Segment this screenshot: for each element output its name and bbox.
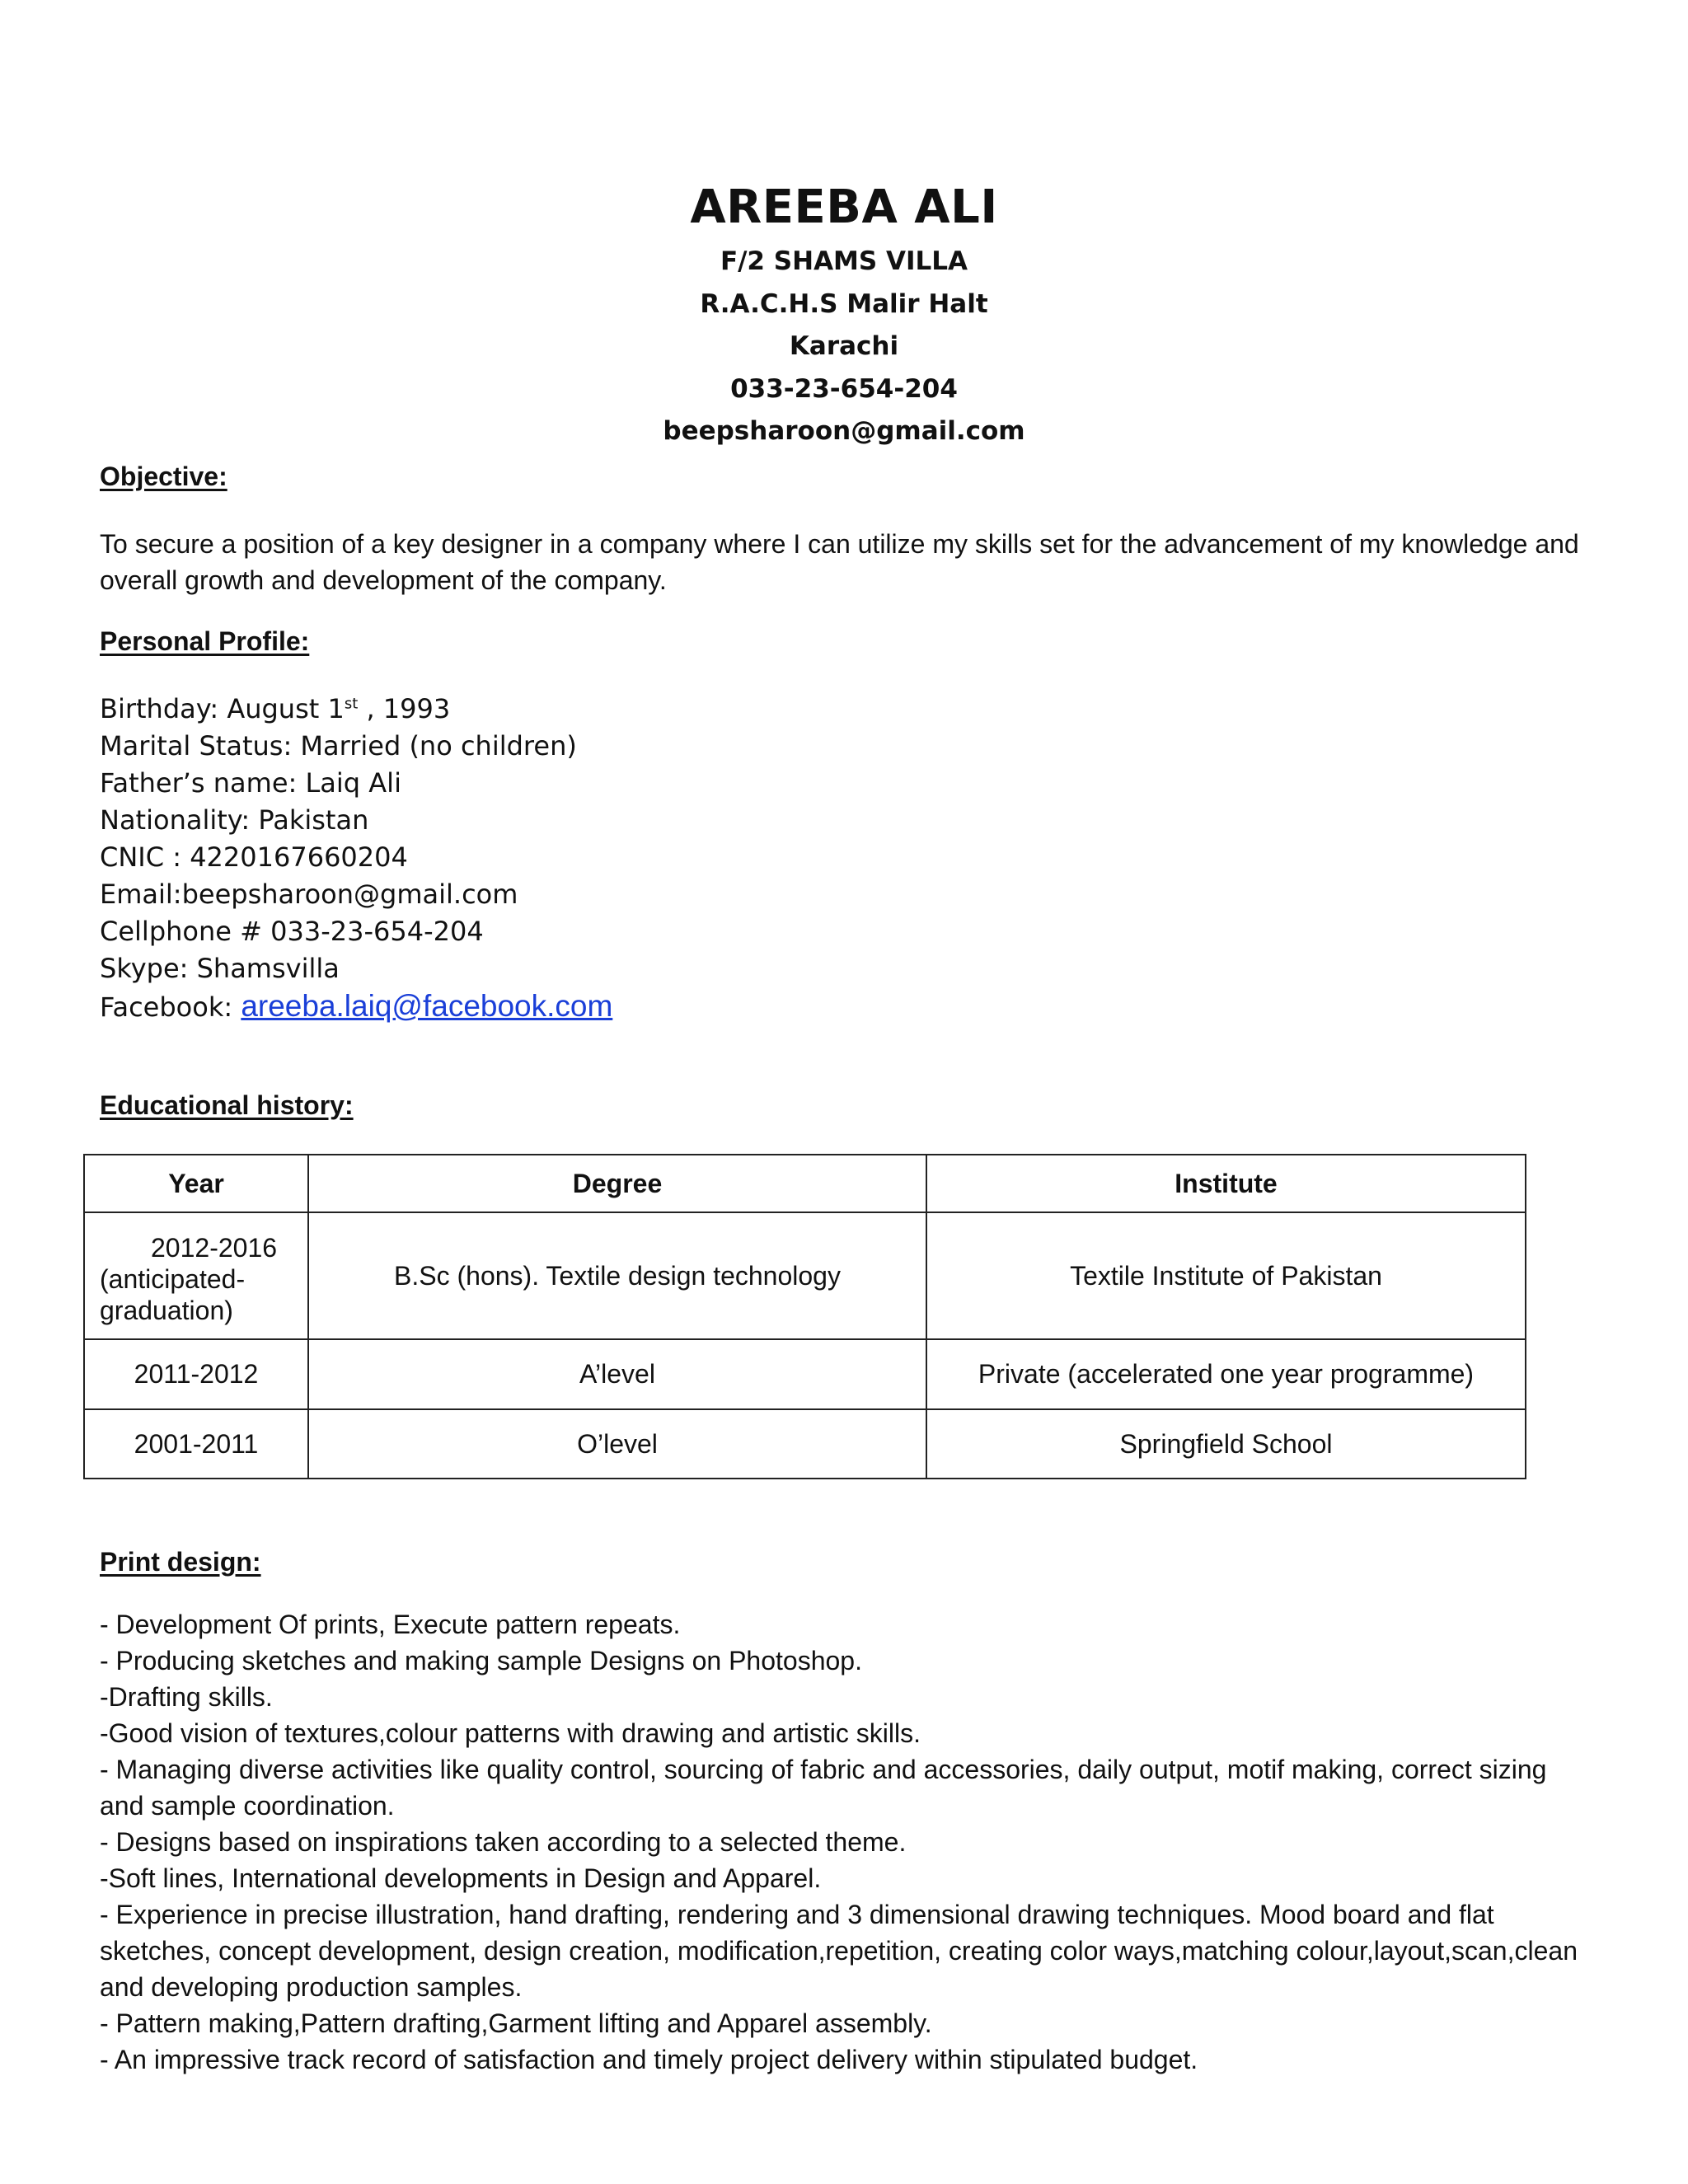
nationality: Nationality: Pakistan [100, 804, 369, 836]
list-item: - Managing diverse activities like quality control, sourcing of fabric and accessories, daily output, motif making, correct sizing and sample coordination. [100, 1755, 1547, 1821]
address-line-1: F/2 SHAMS VILLA [720, 246, 968, 276]
institute-cell: Textile Institute of Pakistan [926, 1212, 1526, 1339]
header-phone: 033-23-654-204 [730, 373, 958, 404]
facebook-link[interactable]: areeba.laiq@facebook.com [241, 989, 613, 1023]
list-item: -Soft lines, International developments in Design and Apparel. [100, 1863, 822, 1893]
degree-cell: A’level [308, 1339, 926, 1409]
list-item: - Designs based on inspirations taken according to a selected theme. [100, 1827, 907, 1857]
table-row [84, 1409, 1526, 1479]
list-item: - Development Of prints, Execute pattern repeats. [100, 1610, 681, 1639]
resume-header [0, 175, 1688, 453]
birthday-year: , 1993 [358, 693, 451, 724]
year-line-3: graduation) [100, 1296, 233, 1325]
skype: Skype: Shamsvilla [100, 953, 340, 984]
personal-profile-heading: Personal Profile: [100, 626, 310, 656]
candidate-name: AREEBA ALI [690, 180, 998, 234]
year-cell: 2001-2011 [84, 1409, 308, 1479]
institute-cell: Private (accelerated one year programme) [926, 1339, 1526, 1409]
address-city: Karachi [789, 331, 899, 361]
list-item: - Experience in precise illustration, hand drafting, rendering and 3 dimensional drawing techniques. Mood board and flat sketches, concept development, design creation, modification,repetition, creating color ways,matching colour,layout,scan,clean and developing production samples. [100, 1900, 1578, 2002]
birthday-line [100, 691, 612, 728]
year-line-1: 2012-2016 [151, 1233, 278, 1263]
degree-cell: O’level [308, 1409, 926, 1479]
year-line-2: (anticipated- [100, 1264, 246, 1294]
table-header-row [84, 1155, 1526, 1212]
list-item: - Producing sketches and making sample Designs on Photoshop. [100, 1646, 862, 1675]
table-row [84, 1212, 1526, 1339]
year-cell [84, 1212, 308, 1339]
cnic: CNIC : 4220167660204 [100, 841, 408, 873]
address-line-2: R.A.C.H.S Malir Halt [700, 288, 988, 319]
cellphone: Cellphone # 033-23-654-204 [100, 916, 484, 947]
list-item: -Drafting skills. [100, 1682, 273, 1712]
header-degree: Degree [308, 1155, 926, 1212]
objective-heading: Objective: [100, 462, 227, 491]
header-year: Year [84, 1155, 308, 1212]
marital-status: Marital Status: Married (no children) [100, 730, 577, 762]
year-cell: 2011-2012 [84, 1339, 308, 1409]
education-heading: Educational history: [100, 1090, 354, 1120]
institute-cell: Springfield School [926, 1409, 1526, 1479]
education-table [83, 1154, 1526, 1479]
list-item: -Good vision of textures,colour patterns with drawing and artistic skills. [100, 1718, 921, 1748]
table-row [84, 1339, 1526, 1409]
list-item: - An impressive track record of satisfaction and timely project delivery within stipulated budget. [100, 2045, 1198, 2074]
header-institute: Institute [926, 1155, 1526, 1212]
objective-text: To secure a position of a key designer in a company where I can utilize my skills set for the advancement of my knowledge and overall growth and development of the company. [100, 529, 1579, 595]
header-email: beepsharoon@gmail.com [663, 416, 1025, 446]
father-name: Father’s name: Laiq Ali [100, 767, 401, 799]
birthday-label: Birthday: August 1 [100, 693, 345, 724]
print-design-list [100, 1606, 1583, 2078]
birthday-ordinal: st [344, 695, 359, 713]
facebook-label: Facebook: [100, 991, 241, 1023]
degree-cell: B.Sc (hons). Textile design technology [308, 1212, 926, 1339]
profile-email: Email:beepsharoon@gmail.com [100, 879, 518, 910]
list-item: - Pattern making,Pattern drafting,Garment lifting and Apparel assembly. [100, 2008, 932, 2038]
personal-profile [100, 691, 612, 1026]
facebook-line [100, 987, 612, 1026]
print-design-heading: Print design: [100, 1547, 261, 1577]
